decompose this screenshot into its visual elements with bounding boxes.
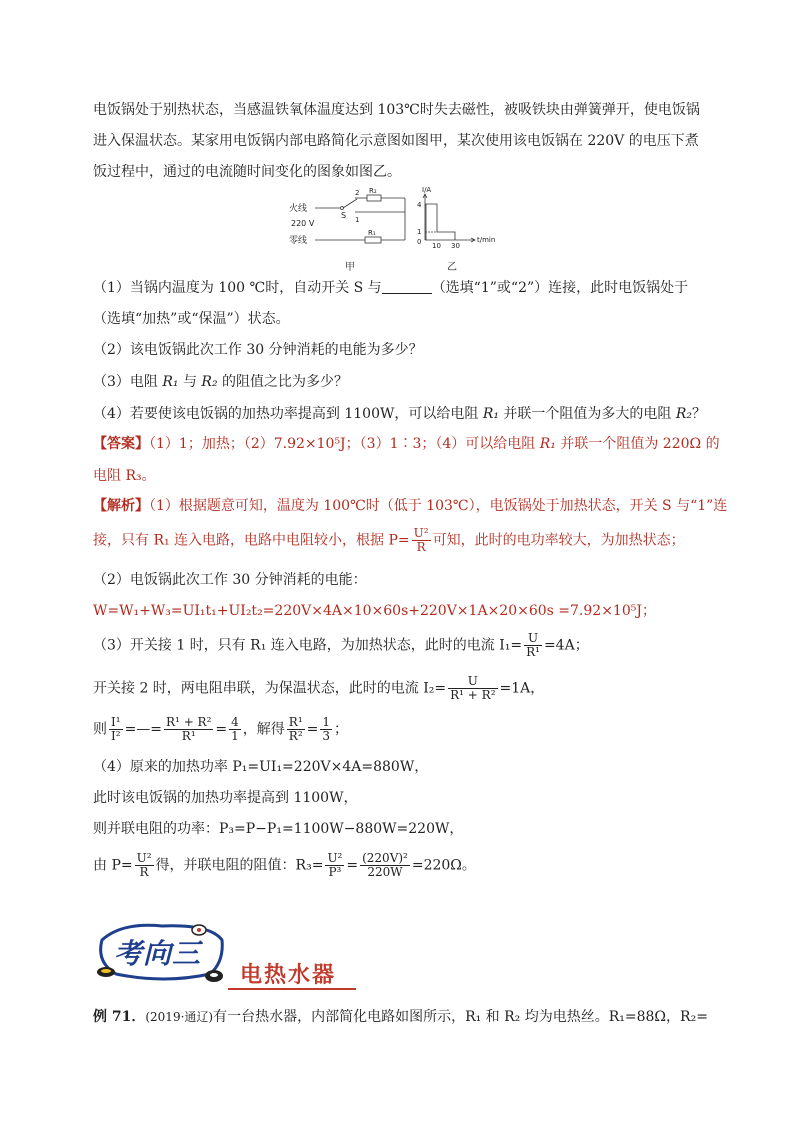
figure-jia-caption: 甲: [345, 262, 355, 272]
var-r2: R₂: [201, 374, 218, 390]
fraction-u-over-r1r2: [448, 675, 497, 702]
analysis-text-7c2: =: [215, 721, 228, 738]
fraction-u-over-r1: [524, 632, 542, 659]
figure-yi-caption: 乙: [447, 262, 457, 272]
frac-num: U: [524, 632, 542, 646]
analysis-line-4: W=W₁+W₃=UI₁t₁+UI₂t₂=220V×4A×10×60s+220V×1A×20×60s =7.92×10⁵J；: [93, 603, 656, 619]
r2-label: R₂: [369, 187, 377, 195]
analysis-text-6b: =1A，: [499, 680, 545, 697]
analysis-line-8: （4）原来的加热功率 P₁=UI₁=220V×4A=880W，: [93, 759, 429, 775]
q3-b: 与: [178, 374, 202, 390]
analysis-text-11d: =220Ω。: [411, 857, 476, 874]
x-tick-30: 30: [451, 242, 460, 250]
analysis-text-7d: ，解得: [242, 721, 285, 738]
answer-text-b: 并联一个阻值为 220Ω 的: [555, 436, 720, 452]
question-2: （2）该电饭锅此次工作 30 分钟消耗的电能为多少？: [93, 342, 423, 358]
analysis-tag: 【解析】: [93, 498, 149, 514]
section-title-underline: [228, 988, 356, 990]
frac-num: I¹: [111, 715, 121, 729]
frac-num: U²: [136, 851, 152, 865]
analysis-text-5a: （3）开关接 1 时，只有 R₁ 连入电路，为加热状态，此时的电流 I₁=: [93, 637, 523, 654]
answer-tag: 【答案】: [93, 436, 149, 452]
analysis-line-7: [93, 716, 348, 743]
fraction-u2-over-r: [412, 527, 431, 554]
fraction-i1-over-i2: [109, 716, 123, 743]
frac-num: R¹: [288, 715, 303, 729]
frac-num: U²: [413, 526, 429, 540]
frac-den: R: [416, 540, 426, 554]
figure-circuit-and-graph: [285, 184, 515, 272]
frac-den: R¹: [526, 645, 540, 659]
fraction-u2-over-p3: [325, 852, 344, 879]
frac-den: R: [139, 865, 149, 879]
intro-line-2: 进入保温状态。某家用电饭锅内部电路简化示意图如图甲，某次使用该电饭锅在 220V 的电压下煮: [93, 133, 699, 149]
answer-blank[interactable]: [382, 279, 432, 294]
analysis-text-5b: =4A；: [543, 637, 589, 654]
q3-c: 的阻值之比为多少？: [217, 374, 349, 390]
analysis-text-2b: 可知，此时的电功率较大，为加热状态；: [432, 532, 685, 549]
analysis-line-10: 则并联电阻的功率：P₃=P−P₁=1100W−880W=220W，: [93, 821, 464, 837]
live-wire-label: 火线: [289, 204, 308, 214]
frac-num: R¹ + R²: [166, 715, 212, 729]
analysis-text-6a: 开关接 2 时，两电阻串联，为保温状态，此时的电流 I₂=: [93, 680, 447, 697]
figure-jia-circuit: [315, 195, 405, 243]
fraction-1-over-3: [320, 716, 332, 743]
question-1: [93, 278, 688, 298]
x-axis-label: t/min: [477, 236, 496, 244]
analysis-text-7b: =: [124, 721, 137, 738]
analysis-line-2: [93, 527, 685, 554]
analysis-text-11c: =: [346, 857, 359, 874]
question-3: [93, 372, 348, 392]
frac-den: R¹: [181, 729, 196, 743]
frac-den: R²: [288, 729, 303, 743]
fraction-4-over-1: [229, 716, 241, 743]
fraction-220v2-over-220w: [360, 852, 410, 879]
analysis-text-7c: =: [150, 721, 163, 738]
question-1-text-a: （1）当锅内温度为 100 ℃时，自动开关 S 与: [93, 280, 382, 296]
intro-line-1: 电饭锅处于别热状态，当感温铁氧体温度达到 103℃时失去磁性，被吸铁块由弹簧弹开，使电饭锅: [93, 102, 700, 118]
analysis-line-1: [93, 496, 727, 516]
analysis-text-7e: ；: [334, 721, 349, 738]
frac-den: I²: [111, 729, 121, 743]
q4-a: （4）若要使该电饭锅的加热功率提高到 1100W，可以给电阻: [93, 406, 483, 422]
var-r1: R₁: [162, 374, 179, 390]
terminal-1-label: 1: [355, 216, 360, 224]
analysis-text-11b: 得，并联电阻的阻值：R₃=: [155, 857, 324, 874]
section-title: 电热水器: [240, 963, 337, 988]
example-71: [93, 1007, 708, 1027]
frac-den: P³: [328, 865, 342, 879]
question-1-text-b: （选填“1”或“2”）连接，此时电饭锅处于: [431, 280, 689, 296]
neutral-wire-label: 零线: [289, 236, 308, 246]
y-axis-label: I/A: [422, 186, 432, 194]
example-label: 例 71．: [93, 1009, 146, 1025]
figure-yi-graph: [423, 194, 475, 242]
analysis-text-11a: 由 P=: [93, 857, 133, 874]
analysis-text-1: （1）根据题意可知，温度为 100℃时（低于 103℃），电饭锅处于加热状态，开关 S 与“1”连: [149, 498, 728, 514]
frac-num: 1: [322, 715, 331, 729]
frac-num: U: [448, 675, 497, 689]
frac-den: 220W: [367, 865, 403, 879]
intro-line-3: 饭过程中，通过的电流随时间变化的图象如图乙。: [93, 164, 401, 180]
analysis-text-7a: 则: [93, 721, 107, 738]
frac-den: 1: [231, 729, 239, 743]
analysis-line-5: [93, 632, 589, 659]
frac-den: R¹ + R²: [450, 688, 496, 702]
question-1-cont: [93, 309, 290, 329]
question-1-text-c: （选填“加热”或“保温”）状态。: [93, 311, 290, 327]
frac-den: 3: [322, 729, 331, 743]
var-r1: R₁: [539, 436, 556, 452]
section-badge-text: 考向三: [114, 937, 202, 970]
fraction-r1r2-over-r1: [164, 716, 213, 743]
frac-dash: —: [136, 721, 151, 738]
analysis-line-11: [93, 852, 476, 879]
example-text: 有一台热水器，内部简化电路如图所示，R₁ 和 R₂ 均为电热丝。R₁=88Ω，R₂=: [213, 1009, 708, 1025]
switch-label: S: [341, 211, 347, 220]
q4-b: 并联一个阻值为多大的电阻: [498, 406, 676, 422]
analysis-text-7b2: =: [306, 721, 319, 738]
r1-label: R₁: [368, 229, 376, 237]
frac-num: U²: [327, 851, 343, 865]
origin-label: 0: [417, 238, 422, 246]
terminal-2-label: 2: [355, 189, 360, 197]
frac-num: (220V)²: [362, 851, 408, 865]
y-tick-1: 1: [417, 228, 422, 236]
section-header: [92, 918, 362, 990]
q3-a: （3）电阻: [93, 374, 163, 390]
analysis-line-3: （2）电饭锅此次工作 30 分钟消耗的电能：: [93, 572, 367, 588]
voltage-label: 220 V: [291, 219, 315, 228]
q4-c: ？: [692, 406, 707, 422]
answer-line-2: 电阻 R₃。: [93, 468, 156, 484]
fraction-u2-over-r-2: [135, 852, 154, 879]
frac-num: 4: [231, 715, 239, 729]
analysis-line-6: [93, 675, 544, 702]
analysis-line-9: 此时该电饭锅的加热功率提高到 1100W，: [93, 790, 358, 806]
analysis-text-2a: 接，只有 R₁ 连入电路，电路中电阻较小，根据 P=: [93, 532, 410, 549]
example-source: (2019·通辽): [145, 1010, 214, 1024]
var-r1: R₁: [482, 406, 499, 422]
answer-line-1: [93, 434, 720, 454]
answer-text-a: （1）1；加热；（2）7.92×10⁵J；（3）1∶3；（4）可以给电阻: [149, 436, 540, 452]
y-tick-4: 4: [417, 201, 422, 209]
x-tick-10: 10: [432, 242, 441, 250]
var-r2: R₂: [675, 406, 693, 422]
fraction-r1-over-r2: [287, 716, 305, 743]
question-4: [93, 404, 706, 424]
